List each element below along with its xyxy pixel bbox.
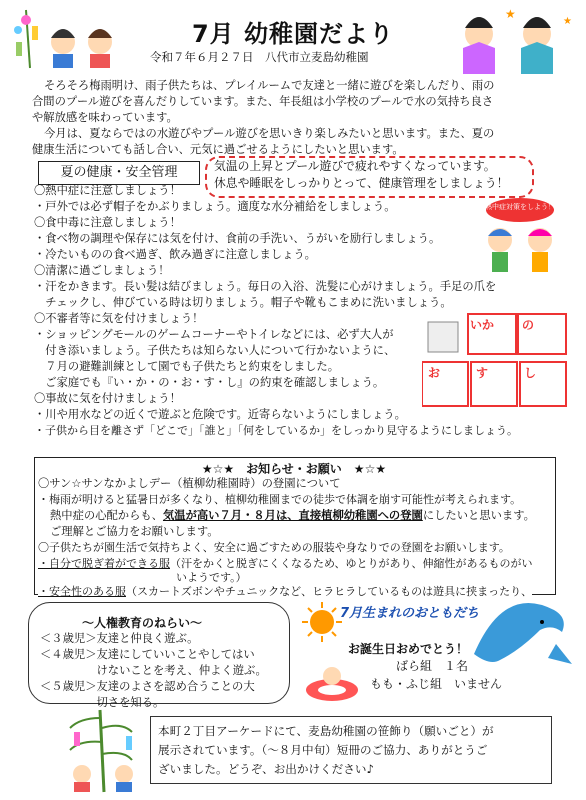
ikanoosushi-o: お	[428, 366, 441, 380]
notice-text: 熱中症の心配からも、	[50, 509, 163, 522]
heatstroke-badge: 熱中症対策をしよう！	[485, 203, 555, 211]
page-title: 7月 幼稚園だより	[191, 20, 395, 48]
health-line: 〇事故に気を付けましょう！	[34, 392, 181, 405]
human-rights-line: 切さを知る。	[40, 696, 165, 709]
notice-line: 〇サン☆サンなかよしデー（植柳幼稚園時）の登園について	[38, 477, 341, 490]
human-rights-title: ～人権教育のねらい～	[82, 616, 203, 630]
tanabata-line: 本町２丁目アーケードにて、麦島幼稚園の笹飾り（願いごと）が	[158, 724, 494, 738]
health-line: ・ショッピングモールのゲームコーナーやトイレなどには、必ず大人が	[34, 328, 394, 341]
health-line: 〇清潔に過ごしましょう！	[34, 264, 170, 277]
dolphin-icon	[464, 594, 574, 678]
intro-line: 合間のプール遊びを喜んだりしています。また、年長組は小学校のプールで水の気持ち良さ	[32, 95, 494, 108]
health-line: 〇熱中症に注意しましょう！	[34, 184, 181, 197]
notice-line	[50, 508, 535, 524]
callout-line: 休息や睡眠をしっかりとって、健康管理をしましょう！	[214, 176, 509, 190]
human-rights-line: ＜３歳児＞友達と仲良く遊ぶ。	[40, 632, 199, 645]
svg-text:★: ★	[505, 7, 516, 21]
notice-emphasis: ・安全性のある服	[38, 585, 126, 598]
notice-text: にしたいと思います。	[422, 509, 535, 522]
swim-ring-kid-icon	[302, 664, 362, 704]
svg-text:★: ★	[563, 16, 572, 27]
health-line: 付き添いましょう。子供たちは知らない人について行かないように、	[34, 344, 396, 357]
health-line: ・冷たいものの食べ過ぎ、飲み過ぎに注意しましょう。	[34, 248, 316, 261]
ikanoosushi-shi: し	[524, 366, 537, 380]
health-section-title: 夏の健康・安全管理	[38, 161, 200, 185]
ikanoosushi-poster	[422, 312, 568, 408]
ikanoosushi-su: す	[476, 366, 489, 380]
birthday-greeting: お誕生日おめでとう！	[348, 642, 469, 656]
ikanoosushi-ika: いか	[470, 318, 495, 332]
health-line: ・川や用水などの近くで遊ぶと危険です。近寄らないようにしましょう。	[34, 408, 406, 421]
health-line: 〇不審者等に気を付けましょう！	[34, 312, 204, 325]
health-line: ご家庭でも『い・か・の・お・す・し』の約束を確認しましょう。	[34, 376, 385, 389]
birthday-row: ばら組 １名	[396, 659, 469, 673]
callout-line: 気温の上昇とプール遊びで疲れやすくなっています。	[214, 159, 496, 173]
health-line: ・汗をかきます。長い髪は結びましょう。毎日の入浴、洗髪に心がけましょう。手足の爪を	[34, 280, 497, 293]
tanabata-line: ざいました。どうぞ、お出かけください♪	[158, 762, 374, 776]
bamboo-decoration-illustration	[60, 708, 146, 794]
health-line: ７月の避難訓練として園でも子供たちと約束をしました。	[34, 360, 340, 373]
notice-line	[38, 556, 533, 572]
health-line: 〇食中毒に注意しましょう！	[34, 216, 181, 229]
birthday-title: 7月生まれのおともだち	[340, 606, 480, 621]
intro-line: や解放感を味わっています。	[32, 111, 178, 124]
intro-line: そろそろ梅雨明け、雨子供たちは、プレイルームで友達と一緒に遊びを楽しんだり、雨の	[44, 79, 495, 92]
tanabata-line: 展示されています。（～８月中旬）短冊のご協力、ありがとうご	[158, 743, 488, 757]
notice-line: 〇子供たちが園生活で気持ちよく、安全に過ごすための服装や身なりでの登園をお願いします。	[38, 541, 510, 554]
notice-title: ★☆★ お知らせ・お願い ★☆★	[201, 462, 387, 476]
health-line: チェックし、伸びている時は切りましょう。帽子や靴もこまめに洗いましょう。	[34, 296, 452, 309]
human-rights-line: ＜５歳児＞友達のよさを認め合うことの大	[40, 680, 255, 693]
ikanoosushi-no: の	[522, 318, 535, 332]
notice-line: いようです。）	[176, 571, 247, 584]
notice-text: （汗をかくと脱ぎにくくなるため、ゆとりがあり、伸縮性があるものがい	[170, 557, 533, 570]
health-line: ・戸外では必ず帽子をかぶりましょう。適度な水分補給をしましょう。	[34, 200, 396, 213]
notice-text: （スカートズボンやチュニックなど、ヒラヒラしているものは遊具に挟まったり、	[126, 585, 533, 598]
sun-icon	[300, 600, 344, 644]
human-rights-line: ＜４歳児＞友達にしていいことやしてはい	[40, 648, 255, 661]
notice-line	[38, 584, 532, 600]
notice-emphasis: 気温が高い７月・８月は、直接植柳幼稚園への登園	[162, 509, 423, 522]
health-line: ・子供から目を離さず「どこで」「誰と」「何をしているか」をしっかり見守るようにしましょう。	[34, 424, 518, 437]
notice-emphasis: ・自分で脱ぎ着ができる服	[38, 557, 170, 570]
intro-line: 健康生活についても話し合い、元気に過ごせるようにしたいと思います。	[32, 143, 404, 156]
health-line: ・食べ物の調理や保存には気を付け、食前の手洗い、うがいを励行しましょう。	[34, 232, 441, 245]
intro-line: 今月は、夏ならではの水遊びやプール遊びを思いきり楽しみたいと思います。また、夏の	[44, 127, 495, 140]
birthday-row: もも・ふじ組 いません	[370, 677, 503, 691]
notice-line: ・梅雨が明けると猛暑日が多くなり、植柳幼稚園までの徒歩で体調を崩す可能性が考えられます。	[38, 493, 522, 506]
notice-line: ご理解とご協力をお願いします。	[50, 525, 219, 538]
issue-date: 令和７年６月２７日 八代市立麦島幼稚園	[150, 50, 369, 64]
human-rights-line: けないことを考え、仲よく遊ぶ。	[40, 664, 267, 677]
